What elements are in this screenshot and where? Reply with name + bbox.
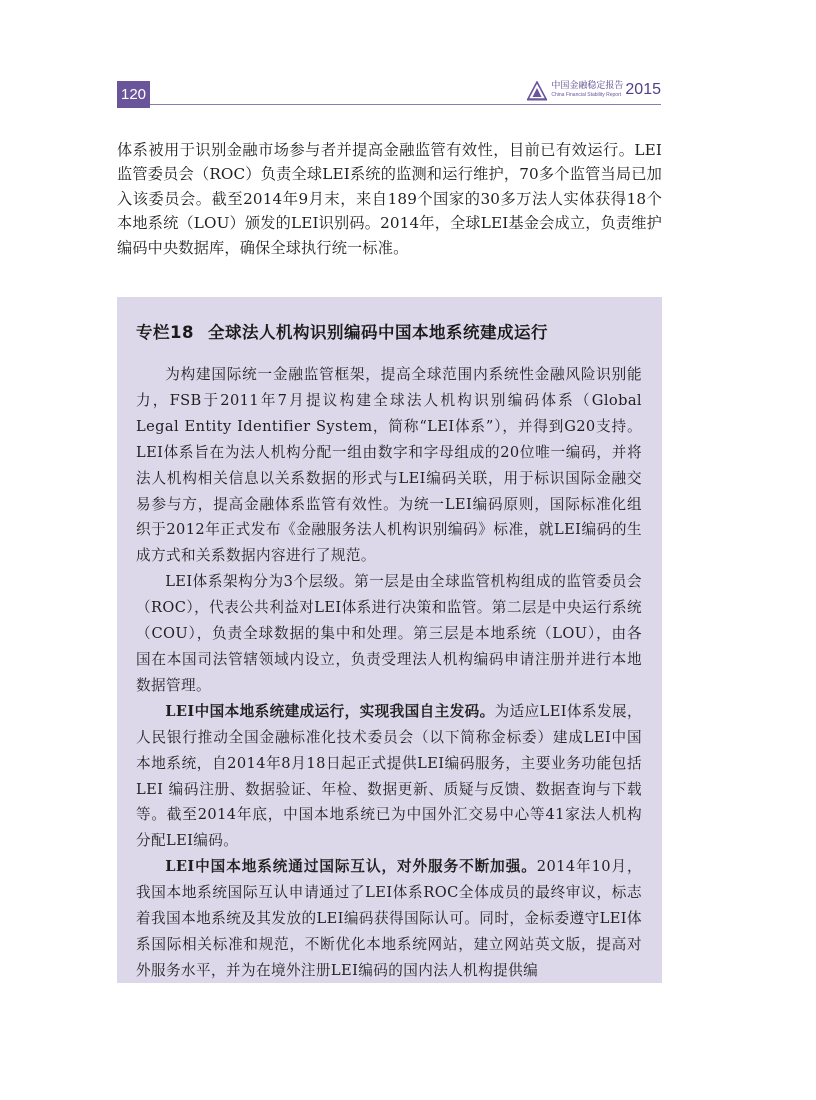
publication-year: 2015	[625, 81, 661, 98]
paragraph-text: 为适应LEI体系发展，人民银行推动全国金融标准化技术委员会（以下简称金标委）建成LEI中国本地系统，自2014年8月18日起正式提供LEI编码服务，主要业务功能包括LEI 编码注册、数据验证、年检、数据更新、质疑与反馈、数据查询与下载等。截至2014年底，中国本地系统已为中国外汇交易中心等41家法人机构分配LEI编码。	[136, 702, 642, 850]
column-body	[136, 362, 642, 984]
paragraph-text: LEI体系架构分为3个层级。第一层是由全球监管机构组成的监管委员会（ROC），代表公共利益对LEI体系进行决策和监管。第二层是中央运行系统（COU），负责全球数据的集中和处理。第三层是本地系统（LOU），由各国在本国司法管辖领域内设立，负责受理法人机构编码申请注册并进行本地数据管理。	[136, 573, 642, 694]
report-logo-icon	[526, 81, 548, 101]
intro-text	[117, 138, 662, 260]
header-rule	[150, 104, 661, 105]
column-number: 专栏18	[136, 323, 194, 342]
page-number: 120	[117, 81, 150, 108]
intro-paragraph: 体系被用于识别金融市场参与者并提高金融监管有效性，目前已有效运行。LEI监管委员会（ROC）负责全球LEI系统的监测和运行维护，70多个监管当局已加入该委员会。截至2014年9月末，来自189个国家的30多万法人实体获得18个本地系统（LOU）颁发的LEI识别码。2014年，全球LEI基金会成立，负责维护编码中央数据库，确保全球执行统一标准。	[117, 141, 662, 257]
paragraph-lead: LEI中国本地系统通过国际互认，对外服务不断加强。	[165, 858, 537, 876]
column-paragraph	[136, 569, 642, 699]
publication-title-cn: 中国金融稳定报告	[551, 81, 624, 91]
column-title	[136, 319, 642, 343]
paragraph-text: 为构建国际统一金融监管框架，提高全球范围内系统性金融风险识别能力，FSB于2011年7月提议构建全球法人机构识别编码体系（Global Legal Entity Identifier System，简称“LEI体系”），并得到G20支持。LEI体系旨在为法人机构分配一组由数字和字母组成的20位唯一编码，并将法人机构相关信息以关系数据的形式与LEI编码关联，用于标识国际金融交易参与方，提高金融体系监管有效性。为统一LEI编码原则，国际标准化组织于2012年正式发布《金融服务法人机构识别编码》标准，就LEI编码的生成方式和关系数据内容进行了规范。	[136, 366, 642, 565]
column-paragraph	[136, 854, 642, 984]
column-paragraph	[136, 699, 642, 854]
column-paragraph	[136, 362, 642, 569]
paragraph-text: 2014年10月，我国本地系统国际互认申请通过了LEI体系ROC全体成员的最终审议，标志着我国本地系统及其发放的LEI编码获得国际认可。同时，金标委遵守LEI体系国际相关标准和规范，不断优化本地系统网站，建立网站英文版，提高对外服务水平，并为在境外注册LEI编码的国内法人机构提供编	[136, 858, 642, 979]
running-header	[526, 80, 661, 104]
publication-title-en: China Financial Stability Report	[551, 92, 622, 98]
column-heading: 全球法人机构识别编码中国本地系统建成运行	[207, 323, 548, 342]
column-box	[117, 297, 662, 983]
paragraph-lead: LEI中国本地系统建成运行，实现我国自主发码。	[165, 702, 495, 720]
